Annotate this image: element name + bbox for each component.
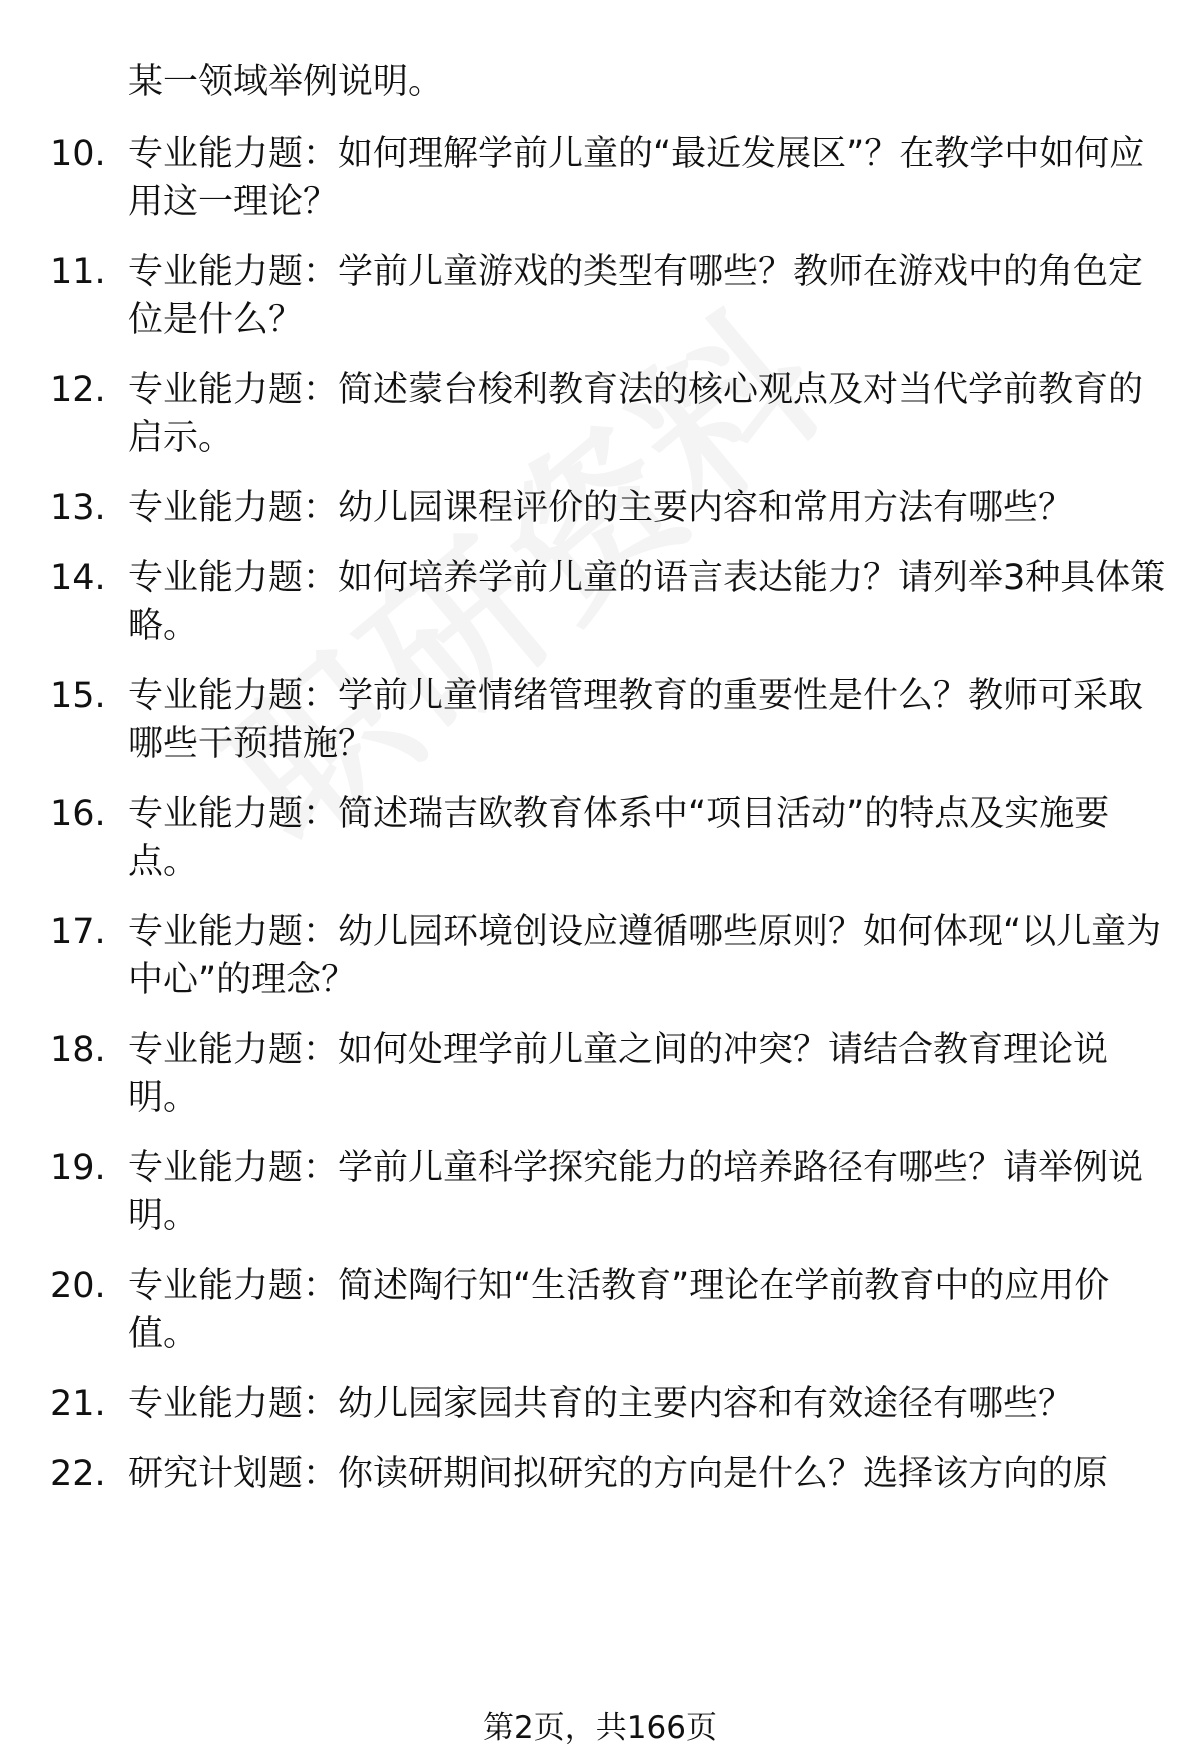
list-item [50, 366, 1170, 462]
item-text: 专业能力题：学前儿童情绪管理教育的重要性是什么？教师可采取哪些干预措施？ [128, 676, 1144, 764]
item-number: 16. [50, 794, 106, 834]
list-item [50, 484, 1170, 532]
list-item [50, 1450, 1170, 1498]
item-text: 研究计划题：你读研期间拟研究的方向是什么？选择该方向的原 [128, 1454, 1109, 1494]
list-item [50, 790, 1170, 886]
item-number: 14. [50, 558, 106, 598]
item-number: 21. [50, 1384, 106, 1424]
page-number: 第2页，共166页 [483, 1710, 717, 1746]
item-number: 12. [50, 370, 106, 410]
list-item [50, 672, 1170, 768]
item-number: 20. [50, 1266, 106, 1306]
item-number: 19. [50, 1148, 106, 1188]
item-text: 专业能力题：幼儿园家园共育的主要内容和有效途径有哪些？ [128, 1384, 1074, 1424]
item-number: 13. [50, 488, 106, 528]
list-item [50, 1380, 1170, 1428]
list-item [50, 1144, 1170, 1240]
item-number: 11. [50, 252, 106, 292]
item-text: 专业能力题：简述瑞吉欧教育体系中“项目活动”的特点及实施要点。 [128, 794, 1110, 882]
list-item [50, 248, 1170, 344]
item-number: 22. [50, 1454, 106, 1494]
item-number: 10. [50, 134, 106, 174]
item-text: 专业能力题：简述蒙台梭利教育法的核心观点及对当代学前教育的启示。 [128, 370, 1144, 458]
item-text: 专业能力题：幼儿园环境创设应遵循哪些原则？如何体现“以儿童为中心”的理念？ [128, 912, 1162, 1000]
item-text: 专业能力题：学前儿童科学探究能力的培养路径有哪些？请举例说明。 [128, 1148, 1144, 1236]
item-number: 18. [50, 1030, 106, 1070]
item-text: 专业能力题：如何处理学前儿童之间的冲突？请结合教育理论说明。 [128, 1030, 1109, 1118]
item-number: 17. [50, 912, 106, 952]
continued-text: 某一领域举例说明。 [128, 62, 444, 102]
item-text: 专业能力题：简述陶行知“生活教育”理论在学前教育中的应用价值。 [128, 1266, 1110, 1354]
list-item [50, 554, 1170, 650]
list-item [50, 130, 1170, 226]
item-text: 专业能力题：学前儿童游戏的类型有哪些？教师在游戏中的角色定位是什么？ [128, 252, 1144, 340]
list-item [50, 1262, 1170, 1358]
item-text: 专业能力题：如何培养学前儿童的语言表达能力？请列举3种具体策略。 [128, 558, 1166, 646]
item-text: 专业能力题：如何理解学前儿童的“最近发展区”？在教学中如何应用这一理论？ [128, 134, 1145, 222]
list-item [50, 908, 1170, 1004]
item-text: 专业能力题：幼儿园课程评价的主要内容和常用方法有哪些？ [128, 488, 1074, 528]
item-number: 15. [50, 676, 106, 716]
list-item [50, 1026, 1170, 1122]
